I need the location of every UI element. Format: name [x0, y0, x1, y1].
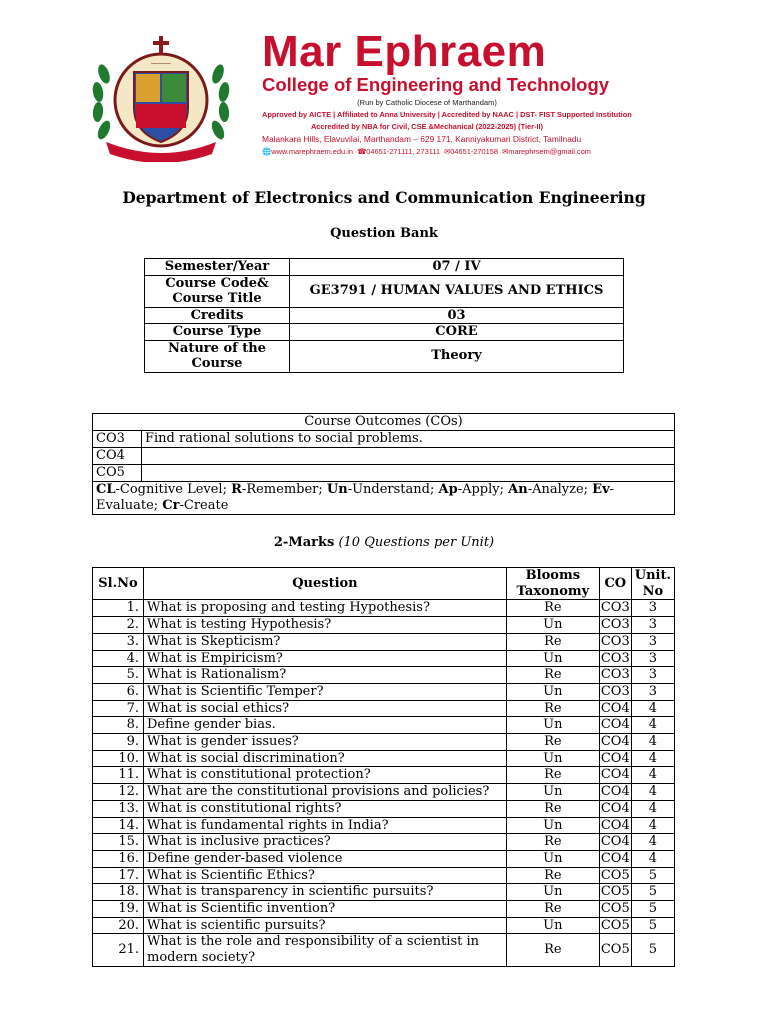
globe-icon: 🌐 [262, 147, 272, 156]
co-code: CO5 [600, 901, 630, 917]
legend-abbr: CL [96, 482, 116, 497]
info-value: GE3791 / HUMAN VALUES AND ETHICS [290, 275, 624, 307]
marks-section-title [0, 535, 768, 550]
email-icon: ✉ [502, 147, 509, 156]
table-row [93, 850, 675, 867]
question-number: 16. [93, 850, 144, 867]
document-title: Question Bank [330, 226, 438, 241]
unit-number: 5 [631, 867, 674, 884]
table-row [93, 800, 675, 817]
blooms-level: Un [506, 817, 599, 834]
question-number: 19. [93, 901, 144, 918]
blooms-level: Re [506, 734, 599, 751]
info-value: 03 [290, 307, 624, 324]
table-row [93, 617, 675, 634]
co-text [142, 448, 675, 465]
question-text: What is gender issues? [144, 734, 507, 751]
question-number: 5. [93, 667, 144, 684]
co-code: CO5 [600, 884, 630, 900]
question-number: 12. [93, 784, 144, 801]
legend-abbr: An [508, 482, 528, 497]
table-row [93, 817, 675, 834]
question-text: What is social discrimination? [144, 750, 507, 767]
table-row [93, 633, 675, 650]
department-title: Department of Electronics and Communication Engineering [122, 188, 646, 207]
legend-abbr: R [231, 482, 242, 497]
blooms-level: Un [506, 850, 599, 867]
legend-desc: -Remember; [241, 482, 327, 497]
fax-icon: ✉ [444, 147, 451, 156]
run-by-text: (Run by Catholic Diocese of Marthandam) [357, 98, 497, 107]
co-code: CO4 [600, 817, 630, 833]
question-text: What is constitutional protection? [144, 767, 507, 784]
unit-number: 5 [631, 901, 674, 918]
info-value: Theory [290, 340, 624, 372]
co-text [142, 465, 675, 482]
legend-desc: -Evaluate; [96, 482, 615, 513]
unit-number: 4 [631, 784, 674, 801]
marks-note: (10 Questions per Unit) [338, 535, 495, 550]
unit-number: 4 [631, 717, 674, 734]
question-number: 21. [93, 934, 144, 966]
unit-number: 3 [631, 617, 674, 634]
unit-number: 4 [631, 834, 674, 851]
unit-number: 5 [631, 934, 674, 966]
website-text: www.marephraem.edu.in [271, 147, 353, 156]
table-row [145, 340, 624, 372]
question-text: What is Rationalism? [144, 667, 507, 684]
unit-number: 4 [631, 800, 674, 817]
legend-desc: -Apply; [457, 482, 509, 497]
address-text: Malankara Hills, Elavuvilai, Marthandam – 629 171, Kanniyakumari District, Tamilnadu [262, 134, 582, 144]
table-row [93, 650, 675, 667]
co-code: CO4 [600, 834, 630, 850]
table-row [93, 834, 675, 851]
question-number: 1. [93, 600, 144, 617]
co-code: CO4 [600, 700, 630, 716]
question-text: What is Scientific Ethics? [144, 867, 507, 884]
course-outcomes-table [92, 413, 675, 515]
table-header-row [93, 568, 675, 600]
legend-desc: -Cognitive Level; [115, 482, 232, 497]
co-code: CO3 [600, 650, 630, 666]
co-code: CO3 [93, 431, 142, 448]
table-row [93, 717, 675, 734]
co-code: CO4 [600, 750, 630, 766]
question-text: What is scientific pursuits? [144, 917, 507, 934]
table-row [93, 734, 675, 751]
question-text: What is the role and responsibility of a scientist in modern society? [144, 934, 507, 966]
blooms-level: Re [506, 934, 599, 966]
unit-number: 3 [631, 633, 674, 650]
question-text: What is social ethics? [144, 700, 507, 717]
blooms-level: Un [506, 750, 599, 767]
legend-abbr: Ev [592, 482, 610, 497]
blooms-level: Re [506, 767, 599, 784]
co-code: CO3 [600, 667, 630, 683]
question-number: 3. [93, 633, 144, 650]
question-text: What is transparency in scientific pursuits? [144, 884, 507, 901]
unit-number: 3 [631, 600, 674, 617]
info-label: Course Code& Course Title [145, 275, 290, 307]
blooms-level: Re [506, 901, 599, 918]
logo-motto-text: _____ [151, 57, 171, 64]
blooms-level: Un [506, 717, 599, 734]
co-code: CO3 [600, 683, 630, 699]
co-text: Find rational solutions to social problems. [142, 431, 675, 448]
question-text: What is Scientific Temper? [144, 683, 507, 700]
co-code: CO4 [600, 784, 630, 800]
nba-text: Accredited by NBA for Civil, CSE &Mechanical (2022-2025) (Tier-II) [310, 122, 544, 131]
co-code: CO3 [600, 633, 630, 649]
question-text: What is constitutional rights? [144, 800, 507, 817]
legend-abbr: Cr [162, 498, 180, 513]
unit-number: 5 [631, 884, 674, 901]
table-row [93, 884, 675, 901]
fax-text: 04651-270158 [450, 147, 498, 156]
question-text: What is Empiricism? [144, 650, 507, 667]
course-info-table [144, 258, 624, 373]
phone-text: 04651-271111, 273111 [366, 147, 440, 156]
legend-desc: -Create [179, 498, 229, 513]
co-code: CO4 [600, 850, 630, 866]
co-code: CO4 [600, 717, 630, 733]
blooms-level: Un [506, 784, 599, 801]
table-row [93, 784, 675, 801]
table-row [93, 917, 675, 934]
table-row [93, 867, 675, 884]
legend-abbr: Un [326, 482, 348, 497]
question-text: Define gender-based violence [144, 850, 507, 867]
info-value: 07 / IV [290, 259, 624, 276]
blooms-level: Re [506, 667, 599, 684]
blooms-level: Re [506, 600, 599, 617]
co-code: CO5 [600, 917, 630, 933]
table-row [93, 901, 675, 918]
unit-number: 4 [631, 734, 674, 751]
college-subtitle: College of Engineering and Technology [262, 74, 610, 95]
blooms-level: Re [506, 800, 599, 817]
question-number: 6. [93, 683, 144, 700]
blooms-level: Re [506, 633, 599, 650]
info-label: Nature of the Course [145, 340, 290, 372]
question-number: 15. [93, 834, 144, 851]
email-text: marephrsem@gmail.com [508, 147, 591, 156]
question-text: What is Skepticism? [144, 633, 507, 650]
table-row [93, 667, 675, 684]
unit-number: 4 [631, 817, 674, 834]
table-row [93, 600, 675, 617]
question-number: 18. [93, 884, 144, 901]
contact-line [262, 147, 672, 156]
blooms-level: Re [506, 700, 599, 717]
co-code: CO4 [600, 767, 630, 783]
questions-table [92, 567, 675, 967]
question-text: What is testing Hypothesis? [144, 617, 507, 634]
unit-number: 4 [631, 750, 674, 767]
question-text: What is fundamental rights in India? [144, 817, 507, 834]
table-row [145, 275, 624, 307]
blooms-level: Un [506, 884, 599, 901]
unit-number: 4 [631, 767, 674, 784]
co-code: CO5 [93, 465, 142, 482]
table-row [93, 750, 675, 767]
marks-title: 2-Marks [273, 535, 335, 550]
header-unit: Unit. No [631, 568, 674, 600]
question-number: 10. [93, 750, 144, 767]
co-code: CO3 [600, 617, 630, 633]
unit-number: 4 [631, 700, 674, 717]
header-slno: Sl.No [93, 568, 144, 600]
co-code: CO4 [93, 448, 142, 465]
co-code: CO4 [600, 734, 630, 750]
question-number: 2. [93, 617, 144, 634]
college-crest-logo [86, 34, 236, 162]
unit-number: 4 [631, 850, 674, 867]
question-text: What is inclusive practices? [144, 834, 507, 851]
question-text: What is proposing and testing Hypothesis? [144, 600, 507, 617]
blooms-level: Un [506, 917, 599, 934]
college-name: Mar Ephraem [262, 27, 547, 76]
unit-number: 5 [631, 917, 674, 934]
blooms-level: Re [506, 867, 599, 884]
co-code: CO5 [600, 867, 630, 883]
unit-number: 3 [631, 683, 674, 700]
table-row [145, 324, 624, 341]
info-value: CORE [290, 324, 624, 341]
table-row [93, 767, 675, 784]
info-label: Semester/Year [145, 259, 290, 276]
co-code: CO5 [599, 934, 631, 966]
header-co: CO [599, 568, 631, 600]
unit-number: 3 [631, 667, 674, 684]
blooms-level: Un [506, 617, 599, 634]
cognitive-legend [93, 482, 675, 515]
blooms-level: Un [506, 683, 599, 700]
question-text: What are the constitutional provisions and policies? [144, 784, 507, 801]
question-number: 4. [93, 650, 144, 667]
question-text: What is Scientific invention? [144, 901, 507, 918]
table-row [145, 259, 624, 276]
header-question: Question [144, 568, 507, 600]
legend-desc: -Analyze; [527, 482, 593, 497]
question-number: 9. [93, 734, 144, 751]
table-row [93, 934, 675, 966]
header-blooms: Blooms Taxonomy [506, 568, 599, 600]
table-row [93, 683, 675, 700]
table-row [93, 431, 675, 448]
table-row [93, 465, 675, 482]
question-number: 14. [93, 817, 144, 834]
phone-icon: ☎ [357, 147, 367, 156]
table-row [93, 482, 675, 515]
outcomes-title: Course Outcomes (COs) [93, 414, 675, 431]
table-row [145, 307, 624, 324]
table-row [93, 700, 675, 717]
question-number: 11. [93, 767, 144, 784]
question-text: Define gender bias. [144, 717, 507, 734]
table-row [93, 448, 675, 465]
blooms-level: Un [506, 650, 599, 667]
question-number: 8. [93, 717, 144, 734]
question-number: 17. [93, 867, 144, 884]
info-label: Credits [145, 307, 290, 324]
legend-abbr: Ap [438, 482, 458, 497]
college-header [262, 27, 672, 156]
legend-desc: -Understand; [347, 482, 439, 497]
question-number: 20. [93, 917, 144, 934]
co-code: CO3 [600, 600, 630, 616]
info-label: Course Type [145, 324, 290, 341]
co-code: CO4 [600, 800, 630, 816]
unit-number: 3 [631, 650, 674, 667]
approval-text: Approved by AICTE | Affiliated to Anna University | Accredited by NAAC | DST- FIST Supported Institution [262, 110, 632, 119]
table-row [93, 414, 675, 431]
question-number: 7. [93, 700, 144, 717]
question-number: 13. [93, 800, 144, 817]
blooms-level: Re [506, 834, 599, 851]
